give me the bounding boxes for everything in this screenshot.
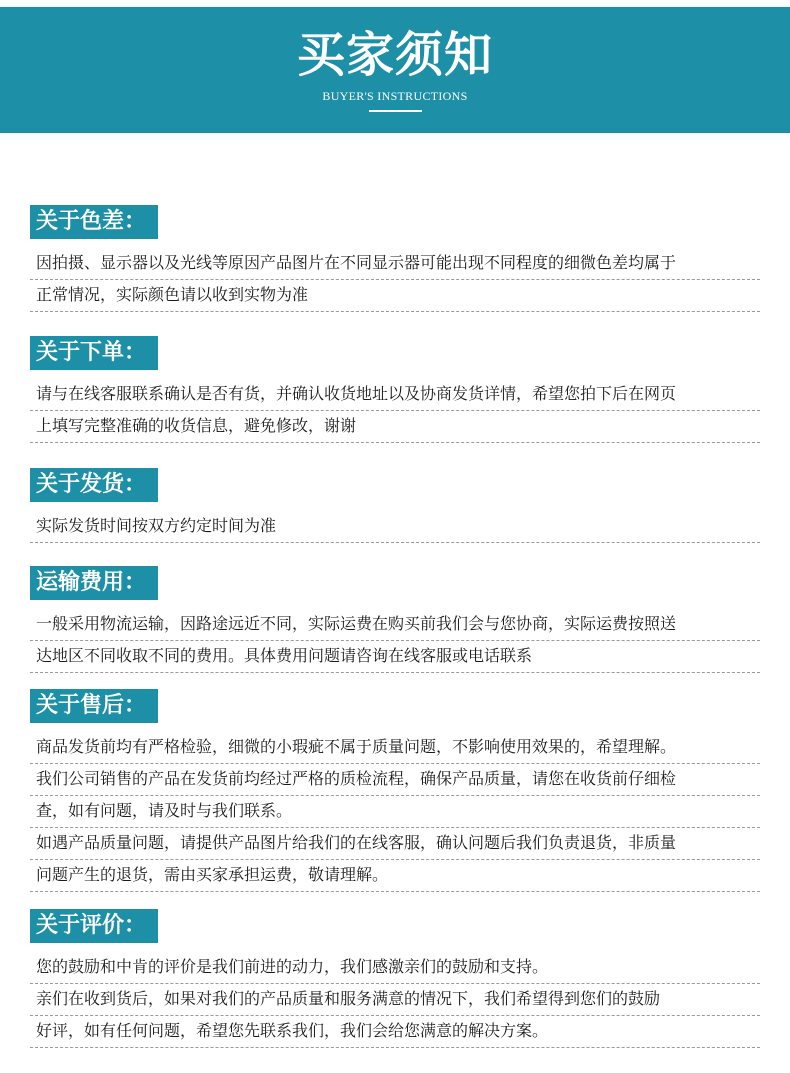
section-text-line: 上填写完整准确的收货信息，避免修改，谢谢: [30, 411, 760, 443]
section-heading: 关于下单：: [30, 336, 158, 370]
page-title: 买家须知: [296, 27, 493, 83]
section-text-line: 好评，如有任何问题，希望您先联系我们，我们会给您满意的解决方案。: [30, 1016, 760, 1048]
section-heading: 关于发货：: [30, 468, 158, 502]
section-text-line: 请与在线客服联系确认是否有货，并确认收货地址以及协商发货详情，希望您拍下后在网页: [30, 379, 760, 411]
section-text-line: 因拍摄、显示器以及光线等原因产品图片在不同显示器可能出现不同程度的细微色差均属于: [30, 248, 760, 280]
section-text-line: 您的鼓励和中肯的评价是我们前进的动力，我们感激亲们的鼓励和支持。: [30, 952, 760, 984]
section-freight-cost: [30, 566, 760, 673]
section-text-line: 查，如有问题，请及时与我们联系。: [30, 796, 760, 828]
section-text-line: 问题产生的退货，需由买家承担运费，敬请理解。: [30, 860, 760, 892]
section-heading: 关于色差：: [30, 205, 158, 239]
page-subtitle: BUYER'S INSTRUCTIONS: [322, 89, 468, 103]
section-reviews: [30, 909, 760, 1048]
section-text-line: 达地区不同收取不同的费用。具体费用问题请咨询在线客服或电话联系: [30, 641, 760, 673]
section-text-line: 我们公司销售的产品在发货前均经过严格的质检流程，确保产品质量，请您在收货前仔细检: [30, 764, 760, 796]
section-ordering: [30, 336, 760, 443]
section-heading: 关于评价：: [30, 909, 158, 943]
section-text-line: 亲们在收到货后，如果对我们的产品质量和服务满意的情况下，我们希望得到您们的鼓励: [30, 984, 760, 1016]
section-color-difference: [30, 205, 760, 312]
title-divider: [369, 110, 422, 112]
header-banner: [0, 7, 790, 133]
section-text-line: 正常情况，实际颜色请以收到实物为准: [30, 280, 760, 312]
section-text-line: 如遇产品质量问题，请提供产品图片给我们的在线客服，确认问题后我们负责退货，非质量: [30, 828, 760, 860]
section-after-sales: [30, 689, 760, 892]
section-shipping: [30, 468, 760, 543]
section-text-line: 实际发货时间按双方约定时间为准: [30, 511, 760, 543]
section-text-line: 一般采用物流运输，因路途远近不同，实际运费在购买前我们会与您协商，实际运费按照送: [30, 609, 760, 641]
section-heading: 关于售后：: [30, 689, 158, 723]
section-heading: 运输费用：: [30, 566, 158, 600]
section-text-line: 商品发货前均有严格检验，细微的小瑕疵不属于质量问题，不影响使用效果的，希望理解。: [30, 732, 760, 764]
